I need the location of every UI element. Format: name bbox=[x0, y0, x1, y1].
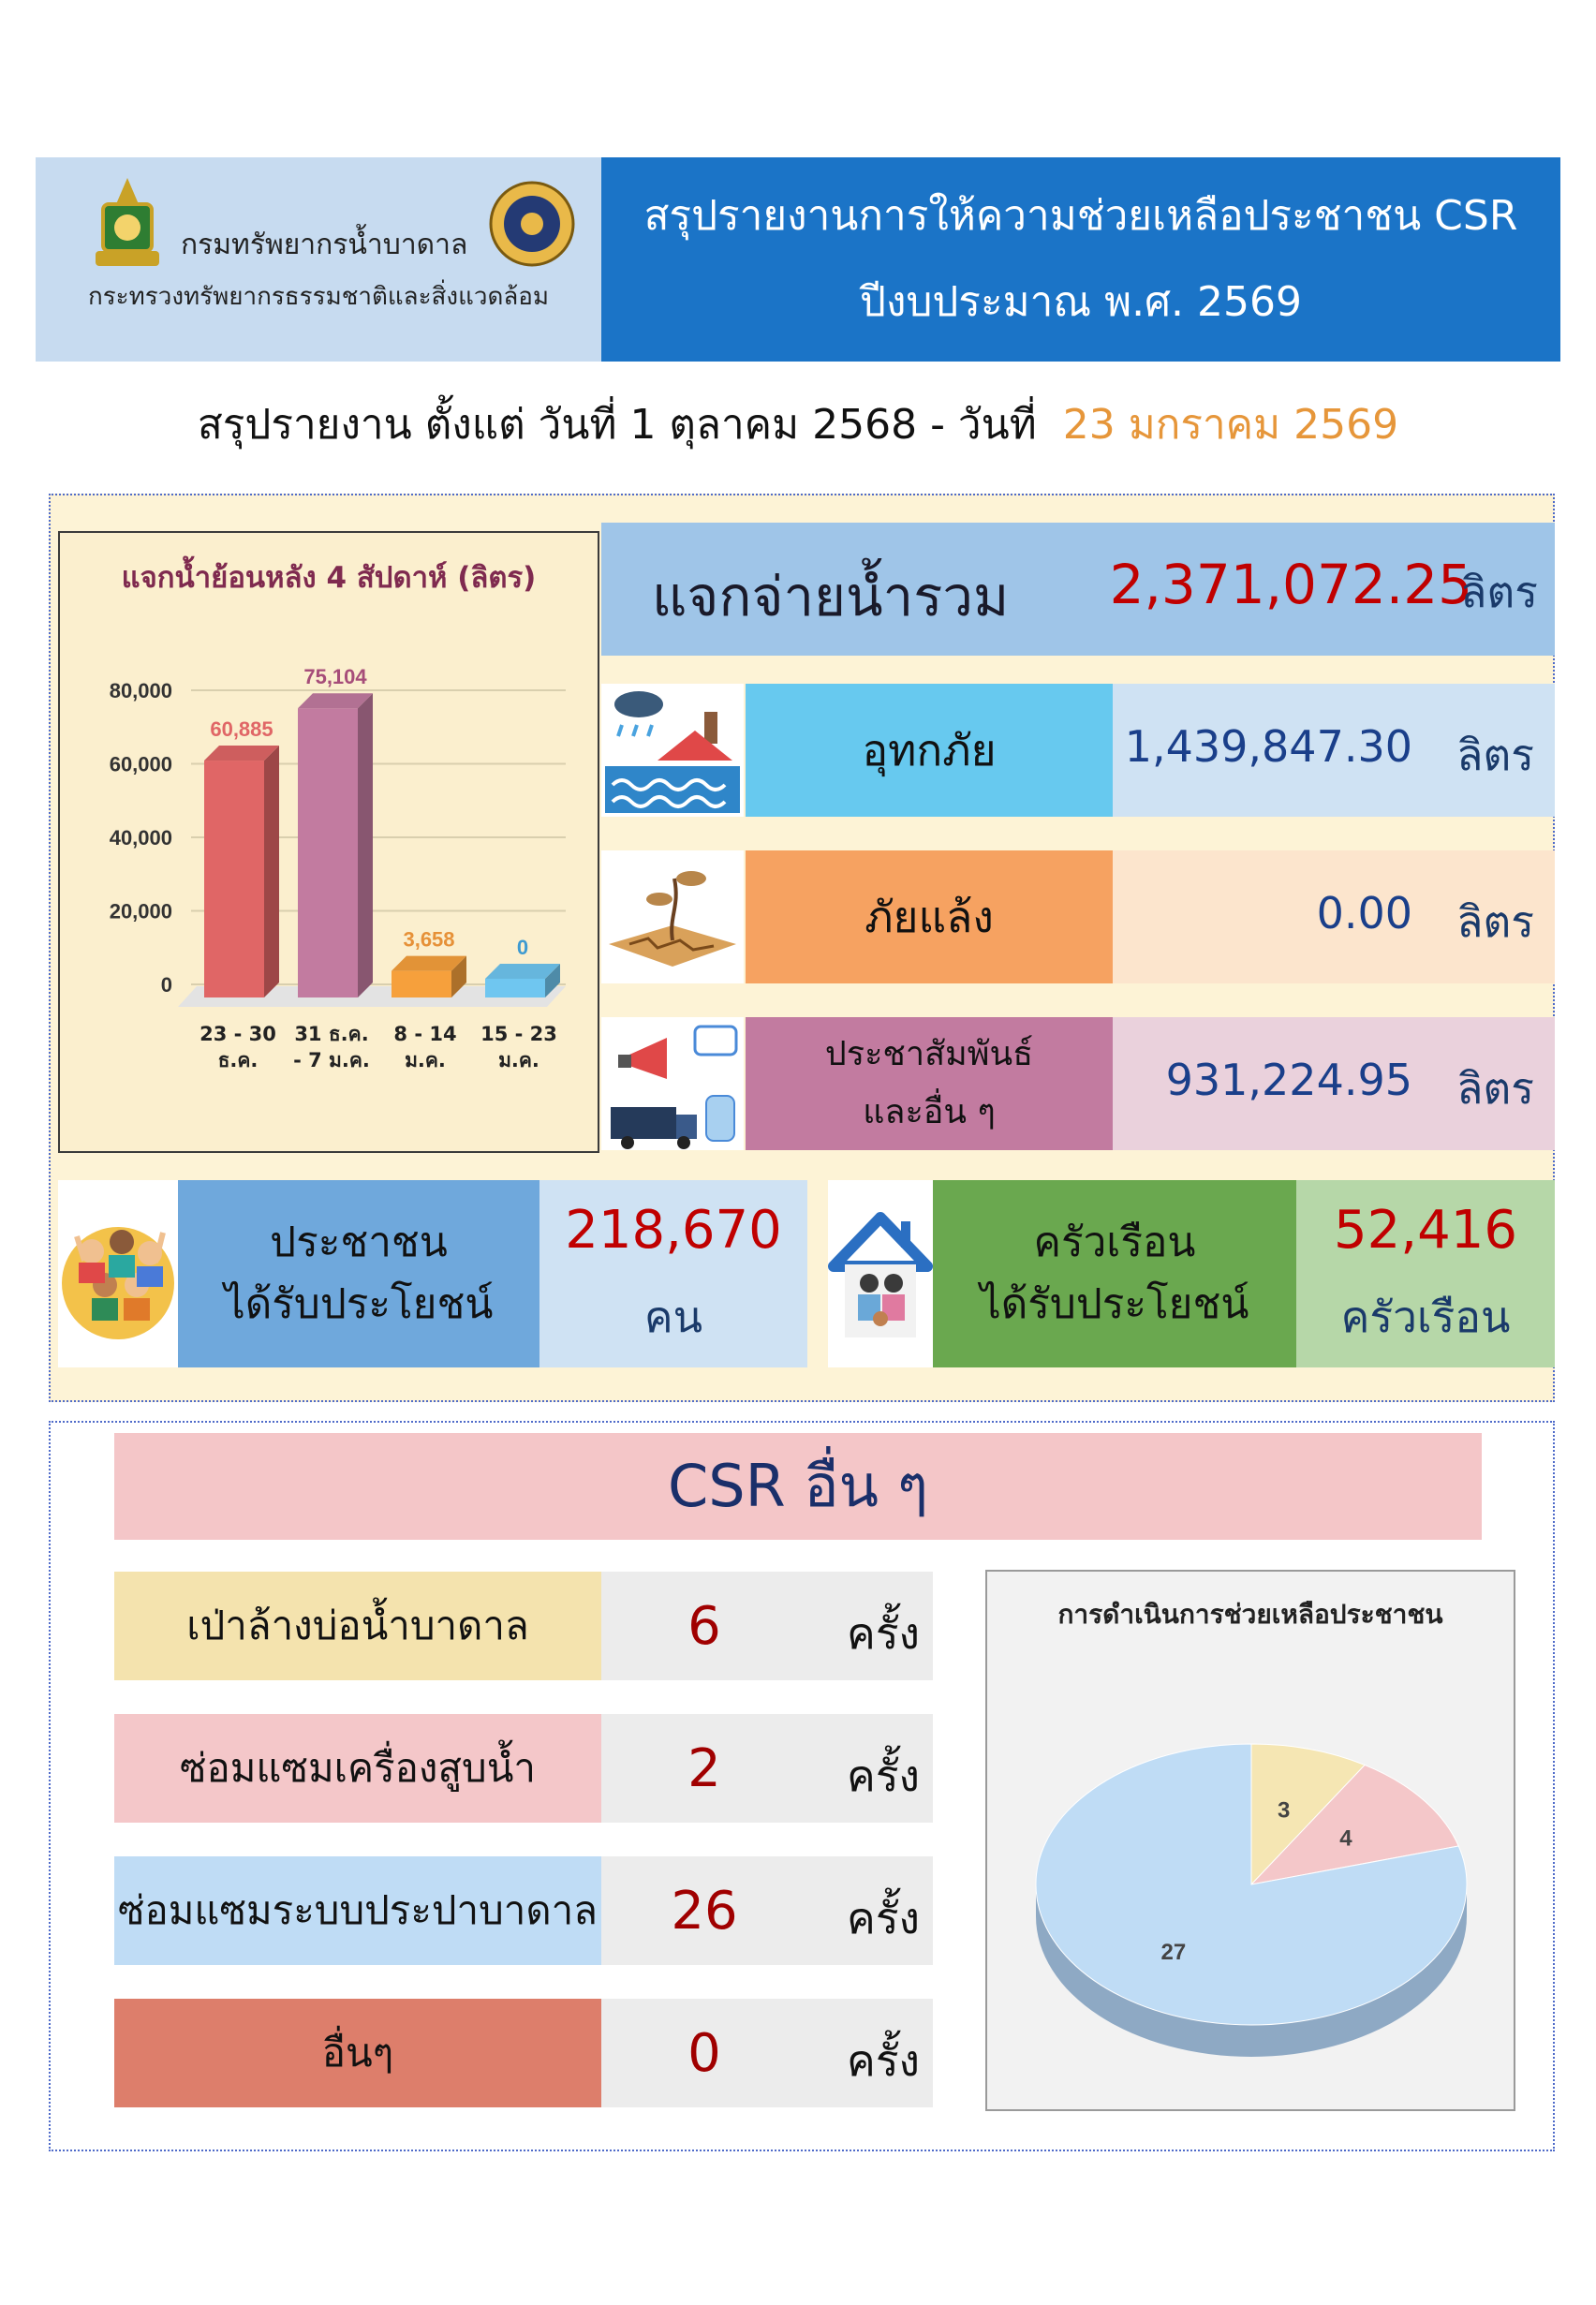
csr-item-count-cell bbox=[601, 1999, 933, 2107]
x-tick-label: ธ.ค. bbox=[217, 1049, 259, 1071]
period-end-date: 23 มกราคม 2569 bbox=[1062, 401, 1399, 449]
csr-item-count: 0 bbox=[687, 2023, 721, 2084]
total-water-banner bbox=[601, 523, 1555, 656]
pie-slice-label: 27 bbox=[1160, 1939, 1187, 1965]
fiscal-year: ปีงบประมาณ พ.ศ. 2569 bbox=[860, 278, 1302, 326]
flood-unit: ลิตร bbox=[1456, 730, 1534, 780]
x-tick-label: ม.ค. bbox=[498, 1049, 539, 1071]
bar bbox=[204, 746, 279, 997]
flood-row-icon-cell bbox=[601, 684, 744, 817]
people-value: 218,670 bbox=[565, 1200, 782, 1261]
header-title-panel bbox=[601, 157, 1560, 362]
house-icon bbox=[828, 1180, 933, 1367]
csr-item-label: ซ่อมแซมเครื่องสูบน้ำ bbox=[114, 1714, 601, 1823]
csr-item-count: 2 bbox=[687, 1738, 721, 1799]
people-icon-cell bbox=[58, 1180, 178, 1367]
total-label: แจกจ่ายน้ำรวม bbox=[652, 565, 1010, 628]
csr-item-unit: ครั้ง bbox=[847, 1893, 920, 1943]
household-label-cell bbox=[933, 1180, 1296, 1367]
csr-item-label: เป่าล้างบ่อน้ำบาดาล bbox=[114, 1572, 601, 1680]
megaphone-truck-icon bbox=[601, 1017, 744, 1150]
chart-title: แจกน้ำย้อนหลัง 4 สัปดาห์ (ลิตร) bbox=[121, 561, 537, 595]
x-tick-label: ม.ค. bbox=[405, 1049, 446, 1071]
pie-title: การดำเนินการช่วยเหลือประชาชน bbox=[1057, 1599, 1443, 1630]
people-label-line1: ประชาชน bbox=[270, 1219, 448, 1266]
csr-item-label: อื่นๆ bbox=[114, 1999, 601, 2107]
csr-item-unit: ครั้ง bbox=[847, 1751, 920, 1801]
y-tick-label: 0 bbox=[160, 973, 172, 997]
household-value: 52,416 bbox=[1334, 1200, 1517, 1261]
pie-slice-label: 4 bbox=[1339, 1825, 1352, 1852]
csr-item-count: 6 bbox=[687, 1596, 721, 1657]
pr-label-line2: และอื่น ๆ bbox=[863, 1093, 996, 1131]
pr-value-cell bbox=[1113, 1017, 1555, 1150]
pr-unit: ลิตร bbox=[1456, 1063, 1534, 1114]
department-emblem-icon bbox=[90, 176, 165, 279]
x-tick-label: 23 - 30 bbox=[200, 1023, 276, 1045]
header-org-panel bbox=[36, 157, 601, 362]
pr-row-icon-cell bbox=[601, 1017, 744, 1150]
y-tick-label: 80,000 bbox=[109, 679, 172, 702]
people-icon bbox=[58, 1180, 178, 1367]
bar bbox=[392, 956, 466, 997]
household-unit: ครัวเรือน bbox=[1340, 1292, 1511, 1342]
csr-item-count: 26 bbox=[671, 1881, 738, 1942]
ministry-name: กระทรวงทรัพยากรธรรมชาติและสิ่งแวดล้อม bbox=[87, 283, 550, 311]
household-label-line1: ครัวเรือน bbox=[1033, 1219, 1196, 1266]
bar bbox=[485, 964, 560, 997]
drought-label: ภัยแล้ง bbox=[746, 850, 1113, 983]
x-tick-label: 8 - 14 bbox=[393, 1023, 457, 1045]
csr-item-unit: ครั้ง bbox=[847, 2035, 920, 2086]
drought-row-icon-cell bbox=[601, 850, 744, 983]
pr-label-cell bbox=[746, 1017, 1113, 1150]
y-tick-label: 60,000 bbox=[109, 752, 172, 776]
total-value: 2,371,072.25 bbox=[1109, 553, 1472, 616]
people-label-cell bbox=[178, 1180, 539, 1367]
people-value-cell bbox=[539, 1180, 807, 1367]
pie-slice-label: 3 bbox=[1277, 1797, 1291, 1824]
drought-value-cell bbox=[1113, 850, 1555, 983]
csr-item-count-cell bbox=[601, 1714, 933, 1823]
report-period bbox=[0, 382, 1596, 466]
drought-icon bbox=[601, 850, 744, 983]
bar-value-label: 75,104 bbox=[303, 665, 367, 689]
bar-value-label: 60,885 bbox=[210, 717, 273, 742]
csr-item-count-cell bbox=[601, 1572, 933, 1680]
drought-value: 0.00 bbox=[1316, 888, 1412, 938]
report-title: สรุปรายงานการให้ความช่วยเหลือประชาชน CSR bbox=[643, 192, 1518, 240]
people-unit: คน bbox=[643, 1292, 703, 1342]
csr-other-title: CSR อื่น ๆ bbox=[114, 1433, 1482, 1540]
drought-unit: ลิตร bbox=[1456, 896, 1534, 947]
csr-item-unit: ครั้ง bbox=[847, 1608, 920, 1659]
period-prefix: สรุปรายงาน ตั้งแต่ วันที่ 1 ตุลาคม 2568 - วันที่ bbox=[197, 401, 1037, 449]
bar-value-label: 3,658 bbox=[403, 927, 455, 952]
ministry-seal-icon bbox=[487, 174, 577, 273]
weekly-water-chart-panel bbox=[58, 531, 599, 1153]
household-label-line2: ได้รับประโยชน์ bbox=[980, 1280, 1249, 1328]
x-tick-label: - 7 ม.ค. bbox=[293, 1049, 370, 1071]
csr-item-label: ซ่อมแซมระบบประปาบาดาล bbox=[114, 1856, 601, 1965]
csr-item-count-cell bbox=[601, 1856, 933, 1965]
flood-value-cell bbox=[1113, 684, 1555, 817]
org-name: กรมทรัพยากรน้ำบาดาล bbox=[181, 229, 468, 261]
pr-value: 931,224.95 bbox=[1165, 1055, 1412, 1105]
flood-value: 1,439,847.30 bbox=[1124, 721, 1412, 772]
flood-icon bbox=[601, 684, 744, 817]
assistance-pie-panel bbox=[985, 1570, 1515, 2111]
y-tick-label: 20,000 bbox=[109, 899, 172, 923]
bar-chart bbox=[60, 533, 598, 1151]
people-label-line2: ได้รับประโยชน์ bbox=[224, 1280, 494, 1328]
pr-label-line1: ประชาสัมพันธ์ bbox=[824, 1035, 1034, 1073]
bar-value-label: 0 bbox=[516, 936, 529, 959]
household-value-cell bbox=[1296, 1180, 1555, 1367]
pie-chart bbox=[987, 1572, 1514, 2109]
x-tick-label: 15 - 23 bbox=[480, 1023, 557, 1045]
y-tick-label: 40,000 bbox=[109, 826, 172, 850]
bar bbox=[298, 693, 373, 997]
flood-label: อุทกภัย bbox=[746, 684, 1113, 817]
x-tick-label: 31 ธ.ค. bbox=[294, 1023, 369, 1045]
household-icon-cell bbox=[828, 1180, 933, 1367]
total-unit: ลิตร bbox=[1460, 567, 1538, 617]
